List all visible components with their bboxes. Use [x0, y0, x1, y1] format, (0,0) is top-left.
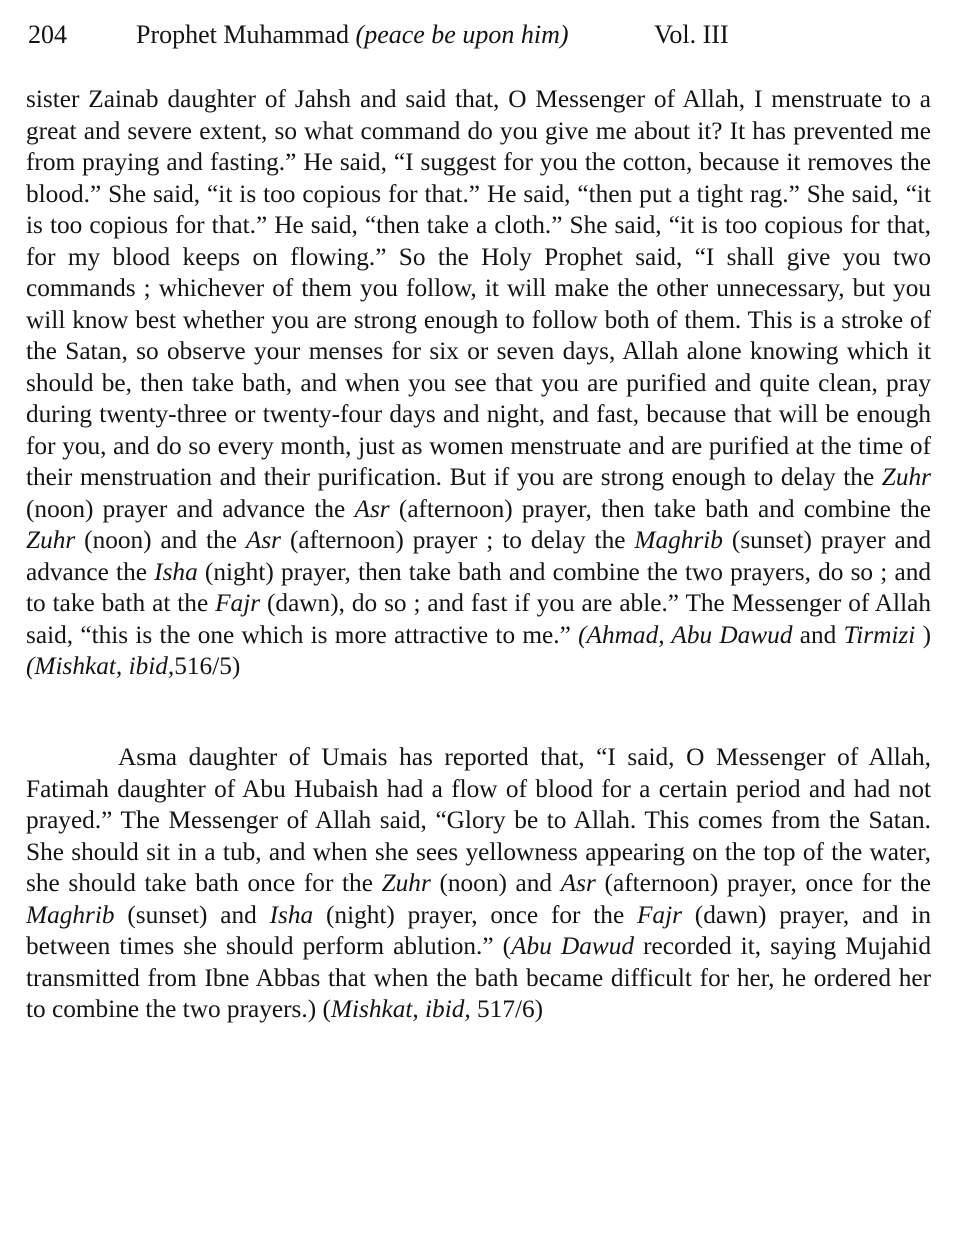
italic-term: (Mishkat, ibid,: [26, 652, 175, 680]
paragraph-1: [26, 84, 931, 683]
italic-term: Asr: [354, 494, 390, 523]
text-run: (night) prayer, then take bath and combine the two prayers, do so ; and to take bath at the: [26, 557, 931, 617]
italic-term: Fajr: [215, 589, 261, 617]
italic-term: Zuhr: [881, 463, 931, 491]
italic-term: Fajr: [636, 900, 682, 929]
italic-term: (Ahmad, Abu Dawud: [578, 620, 793, 649]
text-run: (afternoon) prayer ; to delay the: [281, 526, 635, 554]
italic-term: Zuhr: [26, 526, 76, 554]
book-title-honorific: (peace be upon him): [355, 20, 569, 49]
book-title-main: Prophet Muhammad: [136, 20, 350, 49]
text-run: ): [915, 620, 931, 649]
text-run: 517/6): [470, 995, 544, 1023]
text-run: sister Zainab daughter of Jahsh and said that, O Messenger of Allah, I menstruate to a great and severe extent, so what command do you give me about it? It has prevented me from praying and fasting.” He said, “I suggest for you the cotton, because it removes the blood.” She said, “it is too copious for that.” He said, “then put a tight rag.” She said, “it is too copious for that.” He said, “then take a cloth.” She said, “it is too copious for that, for my blood keeps on flowing.” So the Holy Prophet said, “I shall give you two commands ; whichever of them you follow, it will make the other unnecessary, but you will know best whether you are strong enough to follow both of them. This is a stroke of the Satan, so observe your menses for six or seven days, Allah alone knowing which it should be, then take bath, and when you see that you are purified and quite clean, pray during twenty-three or twenty-four days and night, and fast, because that will be enough for you, and do so every month, just as women menstruate and are purified at the time of their menstruation and their purification. But if you are strong enough to delay the: [26, 85, 931, 491]
text-run: (noon) prayer and advance the: [26, 494, 355, 523]
text-run: Asma daughter of Umais has reported that, “I said, O Messenger of Allah, Fatimah daughter of Abu Hubaish had a flow of blood for a certain period and had not prayed.” The Messenger of Allah said, “Glory be to Allah. This comes from the Satan. She should sit in a tub, and when she sees yellowness appearing on the top of the water, she should take bath once for the: [26, 743, 931, 897]
italic-term: Isha: [269, 900, 314, 929]
text-run: (afternoon) prayer, once for the: [595, 869, 931, 897]
text-run: (sunset) prayer and advance the: [26, 526, 931, 586]
italic-term: Maghrib: [634, 526, 723, 554]
text-run: (noon) and the: [75, 526, 246, 554]
running-header: [28, 18, 748, 52]
paragraph-2: [26, 742, 931, 1026]
text-run: 516/5): [174, 652, 241, 680]
text-run: (night) prayer, once for the: [313, 900, 637, 929]
italic-term: Zuhr: [381, 869, 431, 897]
italic-term: Maghrib: [26, 900, 115, 929]
text-run: (dawn) prayer, and in between times she should perform ablution.” (: [26, 900, 931, 960]
text-run: recorded it, saying Mujahid transmitted from Ibne Abbas that when the bath became difficult for her, he ordered her to combine the two prayers.) (: [26, 932, 931, 1023]
italic-term: Tirmizi: [843, 620, 916, 649]
volume-label: Vol. III: [654, 20, 729, 49]
text-run: (noon) and: [430, 869, 561, 897]
text-run: (sunset) and: [114, 900, 270, 929]
text-run: (afternoon) prayer, then take bath and combine the: [389, 494, 931, 523]
italic-term: Isha: [154, 557, 198, 586]
italic-term: Mishkat, ibid,: [330, 995, 471, 1023]
italic-term: Asr: [245, 526, 282, 554]
italic-term: Asr: [560, 869, 596, 897]
text-run: (dawn), do so ; and fast if you are able.” The Messenger of Allah said, “this is the one which is more attractive to me.”: [26, 589, 931, 649]
text-run: and: [792, 620, 844, 649]
book-title: [136, 18, 569, 52]
page-number: 204: [28, 20, 67, 49]
italic-term: Abu Dawud: [511, 932, 635, 960]
